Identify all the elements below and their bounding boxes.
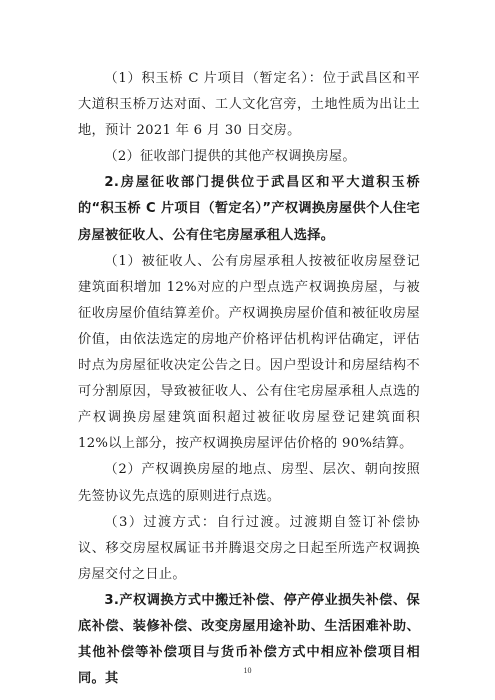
paragraph-transition: （3）过渡方式：自行过渡。过渡期自签订补偿协议、移交房屋权属证书并腾退交房之日起至所选产权调换房屋交付之日止。 — [78, 514, 420, 582]
paragraph-selection-rule: （2）产权调换房屋的地点、房型、层次、朝向按照先签协议先点选的原则进行点选。 — [78, 462, 420, 504]
section-heading-3: 3.产权调换方式中搬迁补偿、停产停业损失补偿、保底补偿、装修补偿、改变房屋用途补助、生活困难补助、其他补偿等补偿项目与货币补偿方式中相应补偿项目相同。其 — [78, 592, 420, 687]
paragraph-other-housing: （2）征收部门提供的其他产权调换房屋。 — [104, 149, 356, 165]
page-number: 10 — [243, 666, 252, 675]
document-body — [78, 66, 420, 692]
paragraph-project-c: （1）积玉桥 C 片项目（暂定名）：位于武昌区和平大道积玉桥万达对面、工人文化宫旁，土地性质为出让土地，预计 2021 年 6 月 30 日交房。 — [78, 71, 420, 139]
paragraph-area-settlement: （1）被征收人、公有房屋承租人按被征收房屋登记建筑面积增加 12%对应的户型点选产权调换房屋，与被征收房屋价值结算差价。产权调换房屋价值和被征收房屋价值，由依法选定的房地产价格评估机构评估确定，评估时点为房屋征收决定公告之日。因户型设计和房屋结构不可分割原因，导致被征收人、公有住宅房屋承租人点选的产权调换房屋建筑面积超过被征收房屋登记建筑面积 12%以上部分，按产权调换房屋评估价格的 90%结算。 — [78, 253, 420, 452]
section-heading-2: 2.房屋征收部门提供位于武昌区和平大道积玉桥的“积玉桥 C 片项目（暂定名）”产权调换房屋供个人住宅房屋被征收人、公有住宅房屋承租人选择。 — [78, 175, 420, 243]
